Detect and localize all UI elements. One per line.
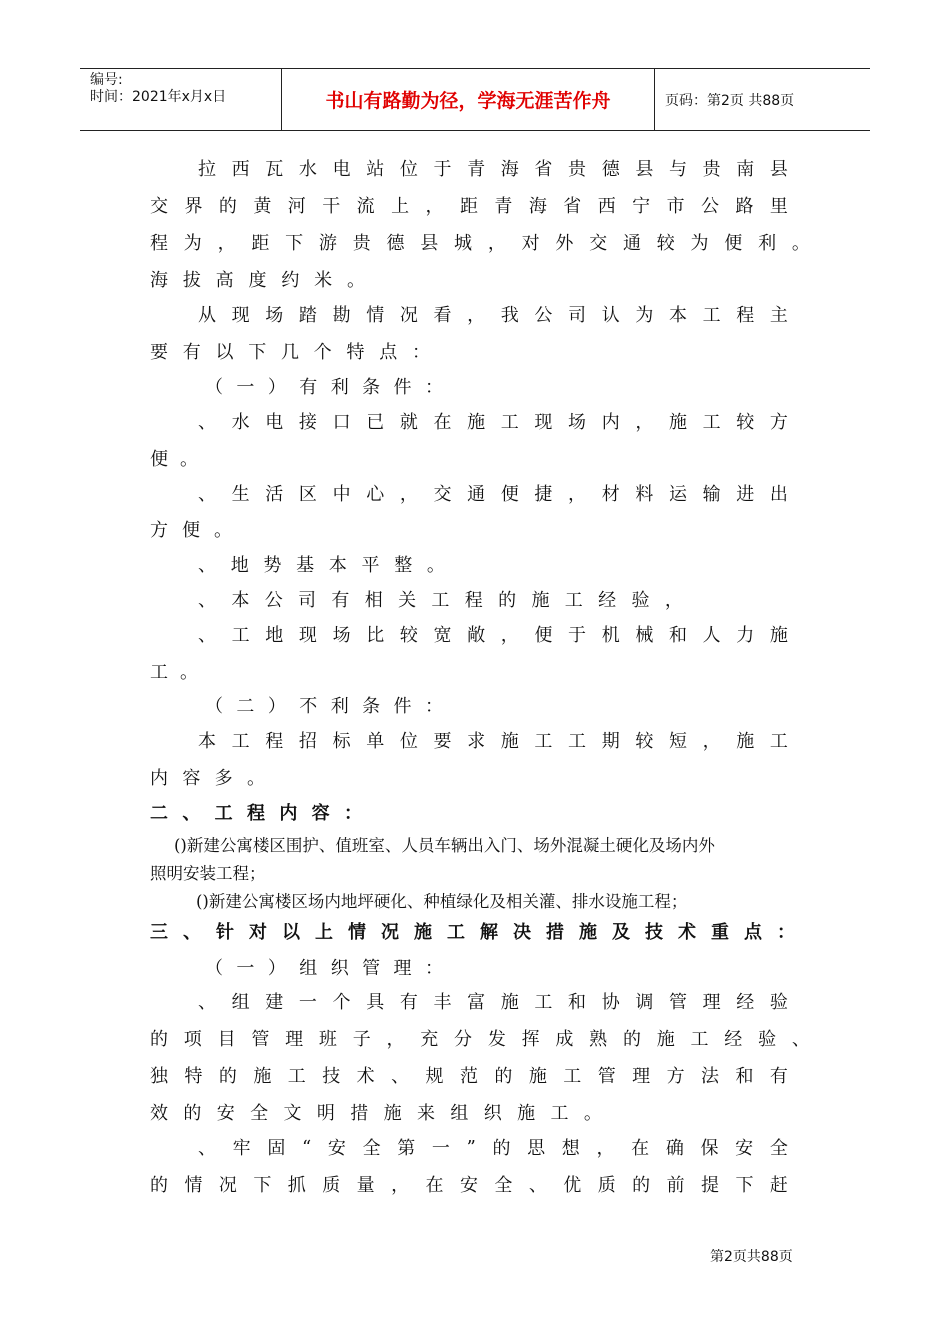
body-line: 、 水 电 接 口 已 就 在 施 工 现 场 内 ， 施 工 较 方 [198, 412, 788, 433]
body-line: 程 为 ， 距 下 游 贵 德 县 城 ， 对 外 交 通 较 为 便 利 。 [150, 233, 810, 254]
body-line: 独 特 的 施 工 技 术 、 规 范 的 施 工 管 理 方 法 和 有 [150, 1066, 788, 1087]
body-line: 、 生 活 区 中 心 ， 交 通 便 捷 ， 材 料 运 输 进 出 [198, 484, 788, 505]
body-line: ()新建公寓楼区场内地坪硬化、种植绿化及相关灌、排水设施工程； [196, 892, 688, 911]
chapter-heading: 三 、 针 对 以 上 情 况 施 工 解 决 措 施 及 技 术 重 点 ： [150, 922, 795, 943]
body-line: 拉 西 瓦 水 电 站 位 于 青 海 省 贵 德 县 与 贵 南 县 [198, 159, 788, 180]
date-label: 时间：2021年x月x日 [90, 89, 227, 105]
body-line: 工 。 [150, 662, 198, 683]
footer-page-number: 第2页共88页 [710, 1249, 793, 1265]
header-motto: 书山有路勤为径，学海无涯苦作舟 [325, 90, 611, 112]
body-line: 的 项 目 管 理 班 子 ， 充 分 发 挥 成 熟 的 施 工 经 验 、 [150, 1029, 810, 1050]
body-line: 、 工 地 现 场 比 较 宽 敞 ， 便 于 机 械 和 人 力 施 [198, 625, 788, 646]
body-line: 方 便 。 [150, 520, 232, 541]
header-page-number: 页码：第2页 共88页 [665, 92, 795, 109]
body-line: 效 的 安 全 文 明 措 施 来 组 织 施 工 。 [150, 1103, 602, 1124]
body-line: ()新建公寓楼区围护、值班室、人员车辆出入门、场外混凝土硬化及场内外 [174, 836, 715, 855]
section-heading: （ 一 ） 有 利 条 件 ： [205, 377, 443, 398]
body-line: 交 界 的 黄 河 干 流 上 ， 距 青 海 省 西 宁 市 公 路 里 [150, 196, 788, 217]
body-line: 从 现 场 踏 勘 情 况 看 ， 我 公 司 认 为 本 工 程 主 [198, 305, 788, 326]
body-line: 照明安装工程； [150, 864, 266, 883]
serial-number-label: 编号: [90, 72, 123, 88]
body-line: 、 牢 固 “ 安 全 第 一 ” 的 思 想 ， 在 确 保 安 全 [198, 1136, 788, 1159]
body-line: 、 本 公 司 有 相 关 工 程 的 施 工 经 验 ， [198, 590, 683, 611]
section-heading: （ 一 ） 组 织 管 理 ： [205, 958, 443, 979]
body-line: 内 容 多 。 [150, 768, 265, 789]
section-heading: （ 二 ） 不 利 条 件 ： [205, 696, 443, 717]
body-line: 海 拔 高 度 约 米 。 [150, 270, 365, 291]
chapter-heading: 二 、 工 程 内 容 ： [150, 803, 362, 824]
body-line: 、 地 势 基 本 平 整 。 [198, 555, 445, 576]
body-line: 便 。 [150, 449, 198, 470]
body-line: 、 组 建 一 个 具 有 丰 富 施 工 和 协 调 管 理 经 验 [198, 992, 788, 1013]
body-line: 要 有 以 下 几 个 特 点 ： [150, 342, 430, 363]
body-line: 的 情 况 下 抓 质 量 ， 在 安 全 、 优 质 的 前 提 下 赶 [150, 1175, 788, 1196]
body-line: 本 工 程 招 标 单 位 要 求 施 工 工 期 较 短 ， 施 工 [198, 731, 788, 752]
